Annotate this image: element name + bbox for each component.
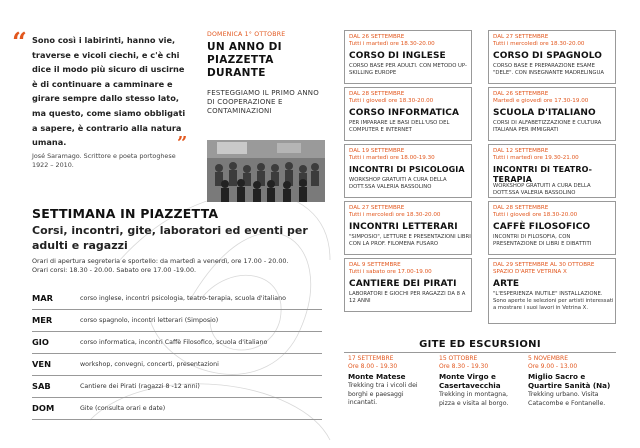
gite-time: Ore 8.30 - 19.30 xyxy=(439,363,489,370)
gite-item xyxy=(528,355,614,433)
day-name: VEN xyxy=(32,359,52,369)
event-description: WORKSHOP GRATUITI A CURA DELLA DOTT.SSA VALERIA BASSOLINO xyxy=(493,183,591,196)
event-time: Tutti i giovedì ore 18.30-20.00 xyxy=(349,98,434,104)
event-description: PER IMPARARE LE BASI DELL'USO DEL COMPUTER E INTERNET xyxy=(349,120,450,133)
event-description: CORSO BASE PER ADULTI. CON METODO UP-SKILLING EUROPE xyxy=(349,63,467,76)
day-row xyxy=(32,310,322,332)
gite-description: Trekking in montagna, pizza e visita al borgo. xyxy=(439,391,509,407)
day-activities: Cantiere dei Pirati (ragazzi 8 -12 anni) xyxy=(80,382,200,390)
gite-title: GITE ED ESCURSIONI xyxy=(419,339,541,350)
event-title: INCONTRI DI PSICOLOGIA xyxy=(349,165,465,174)
gite-name: Miglio Sacro e Quartire Sanità (Na) xyxy=(528,372,611,390)
event-card-spagnolo xyxy=(488,30,616,84)
event-card-informatica xyxy=(344,87,472,141)
day-row xyxy=(32,288,322,310)
day-row xyxy=(32,398,322,420)
day-name: MER xyxy=(32,315,53,325)
event-description: INCONTRI DI FILOSOFIA, CON PRESENTAZIONE DI LIBRI E DIBATTITI xyxy=(493,234,592,247)
event-title: CANTIERE DEI PIRATI xyxy=(349,279,457,289)
event-card-inglese xyxy=(344,30,472,84)
event-card-teatro xyxy=(488,144,616,198)
event-time: Tutti i sabato ore 17.00-19.00 xyxy=(349,269,432,275)
day-row xyxy=(32,332,322,354)
event-title: SCUOLA D'ITALIANO xyxy=(493,108,596,118)
event-date: DAL 19 SETTEMBRE xyxy=(349,148,405,154)
quote-author: José Saramago. Scrittore e poeta portoghese 1922 – 2010. xyxy=(32,152,176,169)
day-activities: corso informatica, incontri Caffè Filosofico, scuola d'italiano xyxy=(80,338,268,346)
opening-hours: Orari di apertura segreteria e sportello: da martedì a venerdì, ore 17.00 - 20.00. xyxy=(32,257,289,265)
event-time: Tutti i martedì ore 18.00-19.30 xyxy=(349,155,435,161)
event-date: DAL 28 SETTEMBRE xyxy=(493,205,549,211)
event-date: DAL 28 SETTEMBRE xyxy=(349,91,405,97)
day-name: GIO xyxy=(32,337,49,347)
gite-item xyxy=(348,355,434,433)
event-title: CAFFÈ FILOSOFICO xyxy=(493,222,591,232)
gite-name: Monte Virgo e Casertavecchia xyxy=(439,372,501,390)
event-time: Martedì e giovedì ore 17.30-19.00 xyxy=(493,98,589,104)
gite-time: Ore 9.00 - 13.00 xyxy=(528,363,578,370)
gite-date: 17 SETTEMBRE xyxy=(348,355,394,362)
gite-date: 15 OTTOBRE xyxy=(439,355,478,362)
event-description: "SIMPOSIO", LETTURE E PRESENTAZIONI LIBRI CON LA PROF. FILOMENA FUSARO xyxy=(349,234,471,247)
group-photo xyxy=(207,140,325,202)
event-date: DAL 27 SETTEMBRE xyxy=(493,34,549,40)
quote-text: Sono così i labirinti, hanno vie, traverse e vicoli ciechi, e c'è chi dice il modo più sicuro di uscirne è di continuare a camminare e girare sempre dallo stesso lato, ma questo, come siamo obbligati a sapere, è contrario alla natura umana. xyxy=(32,35,186,148)
event-time: SPAZIO D'ARTE VETRINA X xyxy=(493,269,567,275)
event-description: "L'ESPERIENZA INUTILE" INSTALLAZIONE. Sono aperte le selezioni per artisti interessati a mostrare i suoi lavori in Vetrina X. xyxy=(493,291,614,311)
event-date: DAL 12 SETTEMBRE xyxy=(493,148,549,154)
event-time: Tutti i mercoledì ore 18.30-20.00 xyxy=(349,212,441,218)
event-description: LABORATORI E GIOCHI PER RAGAZZI DA 8 A 12 ANNI xyxy=(349,291,466,304)
event-description: CORSO BASE E PREPARAZIONE ESAME "DELE". CON INSEGNANTE MADRELINGUA xyxy=(493,63,605,76)
event-date: DAL 29 SETTEMBRE AL 30 OTTOBRE xyxy=(493,262,595,268)
event-card-pirati xyxy=(344,258,472,312)
gite-divider xyxy=(344,352,616,353)
settimana-title: SETTIMANA IN PIAZZETTA xyxy=(32,206,219,221)
day-activities: workshop, convegni, concerti, presentazioni xyxy=(80,360,219,368)
event-time: Tutti i martedì ore 18.30-20.00 xyxy=(349,41,435,47)
day-row xyxy=(32,354,322,376)
event-title: CORSO DI SPAGNOLO xyxy=(493,51,602,61)
event-time: Tutti i mercoledì ore 18.30-20.00 xyxy=(493,41,585,47)
event-title: CORSO INFORMATICA xyxy=(349,108,460,118)
day-activities: Gite (consulta orari e date) xyxy=(80,404,166,412)
settimana-subtitle: Corsi, incontri, gite, laboratori ed eventi per adulti e ragazzi xyxy=(32,224,308,252)
event-title: INCONTRI DI TEATRO-TERAPIA xyxy=(493,165,593,184)
event-title: INCONTRI LETTERARI xyxy=(349,222,458,232)
gite-description: Trekking urbano. Visita Catacombe e Fontanelle. xyxy=(528,391,606,407)
day-activities: corso spagnolo, incontri letterari (Simposio) xyxy=(80,316,219,324)
gite-description: Trekking tra i vicoli dei borghi e paesaggi incantati. xyxy=(348,382,418,406)
day-name: DOM xyxy=(32,403,55,413)
day-name: SAB xyxy=(32,381,51,391)
event-description: CORSI DI ALFABETIZZAZIONE E CULTURA ITALIANA PER IMMIGRATI xyxy=(493,120,602,133)
day-name: MAR xyxy=(32,293,54,303)
event-title: ARTE xyxy=(493,279,520,289)
event-date: DAL 27 SETTEMBRE xyxy=(349,205,405,211)
gite-time: Ore 8.00 - 19.30 xyxy=(348,363,398,370)
day-activities: corso inglese, incontri psicologia, teatro-terapia, scuola d'italiano xyxy=(80,294,286,302)
quote-open-icon: “ xyxy=(12,28,27,58)
quote-close-icon: ” xyxy=(177,133,188,154)
day-row xyxy=(32,376,322,398)
gite-item xyxy=(439,355,525,433)
event-description: WORKSHOP GRATUITI A CURA DELLA DOTT.SSA VALERIA BASSOLINO xyxy=(349,177,447,190)
event-card-filosofico xyxy=(488,201,616,255)
event-time: Tutti i martedì ore 19.30-21.00 xyxy=(493,155,579,161)
event-date: DAL 9 SETTEMBRE xyxy=(349,262,401,268)
gite-date: 5 NOVEMBRE xyxy=(528,355,568,362)
event-card-arte xyxy=(488,258,616,324)
gite-name: Monte Matese xyxy=(348,372,406,381)
sunday-title: UN ANNO DI PIAZZETTA DURANTE xyxy=(207,41,282,79)
event-time: Tutti i giovedì ore 18.30-20.00 xyxy=(493,212,578,218)
event-title: CORSO DI INGLESE xyxy=(349,51,446,61)
event-date: DAL 26 SETTEMBRE xyxy=(493,91,549,97)
event-date: DAL 26 SETTEMBRE xyxy=(349,34,405,40)
event-card-psicologia xyxy=(344,144,472,198)
sunday-date: DOMENICA 1° OTTOBRE xyxy=(207,31,286,38)
event-card-letterari xyxy=(344,201,472,255)
sunday-description: FESTEGGIAMO IL PRIMO ANNO DI COOPERAZIONE E CONTAMINAZIONI xyxy=(207,89,319,116)
course-hours: Orari corsi: 18.30 - 20.00. Sabato ore 17.00 -19.00. xyxy=(32,266,197,274)
event-card-italiano xyxy=(488,87,616,141)
